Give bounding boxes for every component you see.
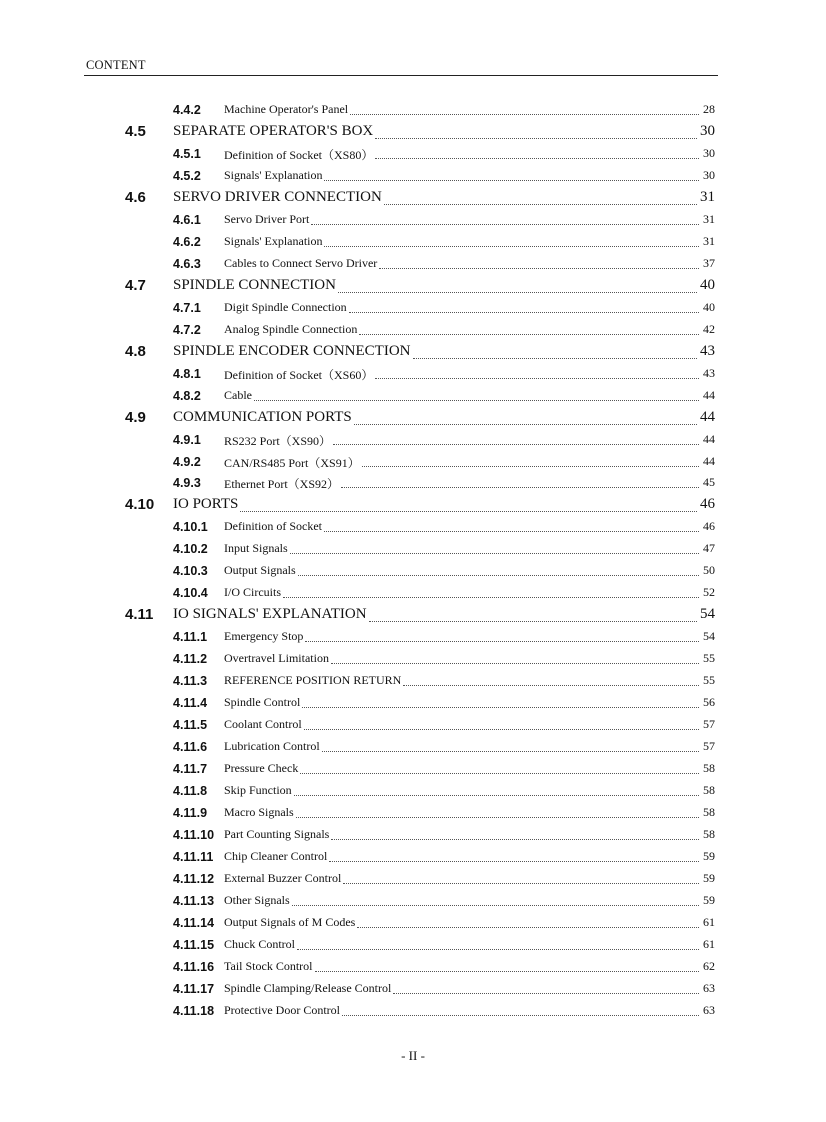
toc-entry-page: 31 [703, 211, 715, 226]
toc-entry-number: 4.5.2 [173, 168, 201, 183]
toc-subsection-entry[interactable] [0, 452, 826, 474]
toc-entry-page: 37 [703, 255, 715, 270]
toc-subsection-entry[interactable] [0, 693, 826, 715]
toc-entry-number: 4.11.10 [173, 827, 215, 842]
toc-entry-page: 57 [703, 739, 715, 754]
toc-entry-number: 4.10.4 [173, 586, 208, 601]
toc-subsection-entry[interactable] [0, 254, 826, 276]
toc-dot-leader [324, 531, 699, 532]
toc-entry-title: Analog Spindle Connection [224, 321, 358, 336]
toc-entry-page: 46 [703, 519, 715, 534]
toc-subsection-entry[interactable] [0, 386, 826, 408]
toc-entry-page: 28 [703, 102, 715, 116]
toc-entry-title: Signals' Explanation [224, 167, 323, 182]
toc-entry-page: 61 [703, 914, 715, 929]
toc-entry-title: Lubrication Control [224, 739, 320, 754]
toc-entry-page: 44 [703, 431, 715, 446]
toc-entry-title: COMMUNICATION PORTS [173, 408, 352, 425]
toc-subsection-entry[interactable] [0, 517, 826, 539]
toc-dot-leader [362, 466, 699, 467]
toc-entry-page: 63 [703, 980, 715, 995]
toc-entry-page: 55 [703, 651, 715, 666]
toc-entry-title: Coolant Control [224, 717, 302, 732]
toc-entry-page: 43 [703, 365, 715, 380]
toc-entry-number: 4.11.14 [173, 915, 215, 930]
toc-dot-leader [294, 795, 699, 796]
toc-entry-page: 31 [703, 233, 715, 248]
toc-entry-title: Protective Door Control [224, 1002, 340, 1017]
toc-entry-title: Signals' Explanation [224, 233, 323, 248]
toc-entry-page: 47 [703, 541, 715, 556]
toc-subsection-entry[interactable] [0, 232, 826, 254]
toc-subsection-entry[interactable] [0, 913, 826, 935]
toc-section-entry[interactable] [0, 342, 826, 364]
toc-subsection-entry[interactable] [0, 539, 826, 561]
toc-entry-page: 44 [703, 387, 715, 402]
page-number: - II - [401, 1048, 425, 1063]
toc-entry-page: 42 [703, 321, 715, 336]
toc-entry-page: 45 [703, 475, 715, 490]
toc-entry-page: 61 [703, 936, 715, 951]
toc-dot-leader [305, 641, 699, 642]
toc-subsection-entry[interactable] [0, 364, 826, 386]
toc-dot-leader [329, 861, 699, 862]
toc-dot-leader [379, 268, 699, 269]
toc-subsection-entry[interactable] [0, 979, 826, 1001]
toc-entry-number: 4.9.2 [173, 454, 201, 469]
header-rule [84, 75, 718, 76]
toc-entry-title: Emergency Stop [224, 629, 304, 644]
toc-section-entry[interactable] [0, 122, 826, 144]
toc-entry-page: 43 [700, 342, 715, 359]
toc-entry-title: SERVO DRIVER CONNECTION [173, 188, 382, 205]
toc-entry-title: Servo Driver Port [224, 211, 310, 226]
toc-dot-leader [375, 138, 697, 139]
toc-subsection-entry[interactable] [0, 869, 826, 891]
toc-entry-page: 30 [703, 145, 715, 160]
toc-dot-leader [369, 621, 697, 622]
toc-entry-number: 4.7.2 [173, 322, 201, 337]
toc-dot-leader [343, 883, 699, 884]
toc-entry-page: 30 [700, 122, 715, 139]
toc-entry-title: Chuck Control [224, 936, 295, 951]
toc-entry-number: 4.6 [125, 188, 146, 206]
toc-dot-leader [384, 204, 697, 205]
toc-subsection-entry[interactable] [0, 825, 826, 847]
toc-entry-number: 4.11.7 [173, 762, 208, 777]
toc-entry-number: 4.6.2 [173, 234, 201, 249]
toc-subsection-entry[interactable] [0, 627, 826, 649]
toc-entry-number: 4.9 [125, 408, 146, 426]
toc-dot-leader [240, 511, 697, 512]
toc-dot-leader [324, 180, 699, 181]
toc-entry-number: 4.10 [125, 496, 155, 514]
toc-section-entry[interactable] [0, 408, 826, 430]
toc-subsection-entry[interactable] [0, 847, 826, 869]
toc-subsection-entry[interactable] [0, 561, 826, 583]
toc-entry-page: 56 [703, 695, 715, 710]
toc-subsection-entry[interactable] [0, 781, 826, 803]
toc-dot-leader [283, 597, 699, 598]
toc-entry-title: Definition of Socket [224, 519, 322, 534]
toc-entry-number: 4.11 [125, 606, 154, 624]
toc-entry-page: 40 [700, 276, 715, 293]
toc-entry-page: 63 [703, 1002, 715, 1017]
toc-entry-page: 55 [703, 673, 715, 688]
toc-dot-leader [315, 971, 699, 972]
toc-dot-leader [304, 729, 699, 730]
toc-dot-leader [413, 358, 697, 359]
toc-entry-title: Output Signals of M Codes [224, 914, 356, 929]
toc-entry-page: 58 [703, 783, 715, 798]
toc-entry-number: 4.11.5 [173, 718, 208, 733]
toc-entry-number: 4.11.12 [173, 871, 215, 886]
toc-entry-title: Pressure Check [224, 761, 299, 776]
toc-subsection-entry[interactable] [0, 583, 826, 605]
toc-entry-title: SEPARATE OPERATOR'S BOX [173, 122, 374, 139]
toc-entry-page: 44 [703, 453, 715, 468]
toc-entry-number: 4.11.16 [173, 959, 215, 974]
toc-entry-title: Spindle Control [224, 695, 301, 710]
toc-entry-title: Overtravel Limitation [224, 651, 329, 666]
toc-entry-title: Input Signals [224, 541, 288, 556]
toc-entry-number: 4.11.4 [173, 696, 208, 711]
toc-dot-leader [324, 246, 699, 247]
toc-subsection-entry[interactable] [0, 100, 826, 122]
toc-subsection-entry[interactable] [0, 320, 826, 342]
toc-subsection-entry[interactable] [0, 957, 826, 979]
toc-entry-number: 4.7 [125, 276, 146, 294]
toc-subsection-entry[interactable] [0, 737, 826, 759]
toc-entry-number: 4.11.6 [173, 740, 208, 755]
toc-entry-title: Output Signals [224, 563, 296, 578]
toc-entry-number: 4.8.2 [173, 388, 201, 403]
toc-entry-page: 62 [703, 958, 715, 973]
toc-entry-page: 40 [703, 299, 715, 314]
toc-entry-page: 54 [700, 606, 715, 623]
toc-entry-page: 58 [703, 805, 715, 819]
toc-subsection-entry[interactable] [0, 935, 826, 957]
toc-entry-number: 4.7.1 [173, 300, 201, 315]
toc-subsection-entry[interactable] [0, 803, 826, 825]
toc-section-entry[interactable] [0, 276, 826, 298]
toc-dot-leader [254, 400, 699, 401]
toc-subsection-entry[interactable] [0, 473, 826, 495]
toc-dot-leader [322, 751, 699, 752]
toc-dot-leader [403, 685, 699, 686]
toc-entry-page: 59 [703, 870, 715, 885]
toc-entry-title: SPINDLE ENCODER CONNECTION [173, 342, 411, 359]
toc-section-entry[interactable] [0, 605, 826, 627]
toc-entry-title: Definition of Socket（XS60） [224, 367, 374, 382]
toc-entry-page: 54 [703, 629, 715, 644]
toc-section-entry[interactable] [0, 495, 826, 517]
toc-dot-leader [357, 927, 699, 928]
toc-dot-leader [341, 487, 699, 488]
toc-dot-leader [354, 424, 697, 425]
toc-entry-title: IO SIGNALS' EXPLANATION [173, 606, 367, 623]
toc-entry-page: 44 [700, 408, 715, 425]
toc-entry-number: 4.11.18 [173, 1003, 215, 1018]
toc-dot-leader [290, 553, 699, 554]
toc-entry-number: 4.11.17 [173, 981, 215, 996]
toc-dot-leader [296, 817, 699, 818]
toc-entry-page: 59 [703, 848, 715, 863]
toc-entry-title: RS232 Port（XS90） [224, 433, 332, 448]
toc-entry-number: 4.11.8 [173, 784, 208, 799]
toc-entry-page: 31 [700, 188, 715, 205]
toc-dot-leader [300, 773, 699, 774]
toc-entry-title: Part Counting Signals [224, 826, 330, 841]
toc-dot-leader [375, 378, 699, 379]
toc-entry-number: 4.6.1 [173, 212, 201, 227]
toc-dot-leader [338, 292, 697, 293]
toc-entry-page: 59 [703, 892, 715, 907]
toc-entry-title: Definition of Socket（XS80） [224, 147, 374, 162]
toc-entry-number: 4.11.1 [173, 630, 208, 645]
toc-entry-number: 4.5.1 [173, 146, 201, 161]
table-of-contents [0, 100, 826, 1023]
toc-entry-title: Other Signals [224, 892, 290, 907]
toc-entry-number: 4.9.3 [173, 476, 201, 491]
toc-entry-number: 4.11.13 [173, 893, 215, 908]
toc-section-entry[interactable] [0, 188, 826, 210]
toc-entry-number: 4.5 [125, 122, 146, 140]
toc-subsection-entry[interactable] [0, 210, 826, 232]
toc-dot-leader [375, 158, 699, 159]
toc-entry-number: 4.11.2 [173, 652, 208, 667]
toc-entry-number: 4.11.3 [173, 674, 208, 689]
toc-dot-leader [292, 905, 699, 906]
toc-subsection-entry[interactable] [0, 144, 826, 166]
toc-entry-number: 4.11.11 [173, 849, 214, 864]
toc-entry-title: Cables to Connect Servo Driver [224, 255, 378, 270]
toc-dot-leader [302, 707, 699, 708]
toc-subsection-entry[interactable] [0, 298, 826, 320]
toc-entry-title: Ethernet Port（XS92） [224, 477, 339, 492]
toc-entry-page: 52 [703, 585, 715, 600]
toc-subsection-entry[interactable] [0, 1001, 826, 1023]
toc-entry-number: 4.4.2 [173, 103, 201, 117]
toc-entry-number: 4.11.9 [173, 806, 208, 820]
toc-entry-title: CAN/RS485 Port（XS91） [224, 455, 360, 470]
toc-entry-number: 4.11.15 [173, 937, 215, 952]
toc-entry-page: 57 [703, 717, 715, 732]
toc-entry-page: 30 [703, 167, 715, 182]
toc-entry-title: Chip Cleaner Control [224, 848, 328, 863]
toc-dot-leader [331, 839, 699, 840]
toc-entry-title: IO PORTS [173, 496, 239, 513]
toc-entry-page: 58 [703, 761, 715, 776]
toc-entry-page: 46 [700, 496, 715, 513]
toc-dot-leader [331, 663, 699, 664]
toc-dot-leader [298, 575, 699, 576]
toc-entry-number: 4.8 [125, 342, 146, 360]
toc-entry-title: Digit Spindle Connection [224, 299, 347, 314]
toc-dot-leader [311, 224, 699, 225]
toc-dot-leader [359, 334, 699, 335]
toc-dot-leader [342, 1015, 699, 1016]
toc-entry-title: Tail Stock Control [224, 958, 313, 973]
toc-entry-title: Macro Signals [224, 805, 294, 819]
toc-dot-leader [393, 993, 699, 994]
toc-entry-page: 58 [703, 826, 715, 841]
toc-dot-leader [297, 949, 699, 950]
toc-entry-title: REFERENCE POSITION RETURN [224, 673, 402, 688]
toc-entry-number: 4.10.3 [173, 564, 208, 579]
toc-subsection-entry[interactable] [0, 671, 826, 693]
toc-entry-title: I/O Circuits [224, 585, 281, 600]
toc-entry-title: SPINDLE CONNECTION [173, 276, 336, 293]
toc-entry-number: 4.8.1 [173, 366, 201, 381]
toc-subsection-entry[interactable] [0, 715, 826, 737]
toc-entry-number: 4.10.2 [173, 542, 208, 557]
toc-entry-title: Spindle Clamping/Release Control [224, 980, 392, 995]
toc-subsection-entry[interactable] [0, 891, 826, 913]
toc-subsection-entry[interactable] [0, 759, 826, 781]
toc-dot-leader [350, 114, 699, 115]
toc-subsection-entry[interactable] [0, 166, 826, 188]
toc-entry-number: 4.9.1 [173, 432, 201, 447]
toc-entry-page: 50 [703, 563, 715, 578]
toc-entry-title: Machine Operator's Panel [224, 102, 349, 116]
toc-subsection-entry[interactable] [0, 649, 826, 671]
toc-dot-leader [333, 444, 699, 445]
toc-entry-number: 4.6.3 [173, 256, 201, 271]
toc-entry-title: External Buzzer Control [224, 870, 342, 885]
toc-subsection-entry[interactable] [0, 430, 826, 452]
toc-entry-title: Cable [224, 387, 252, 402]
toc-entry-title: Skip Function [224, 783, 292, 798]
toc-dot-leader [349, 312, 699, 313]
running-header: CONTENT [86, 58, 146, 72]
toc-entry-number: 4.10.1 [173, 520, 208, 535]
